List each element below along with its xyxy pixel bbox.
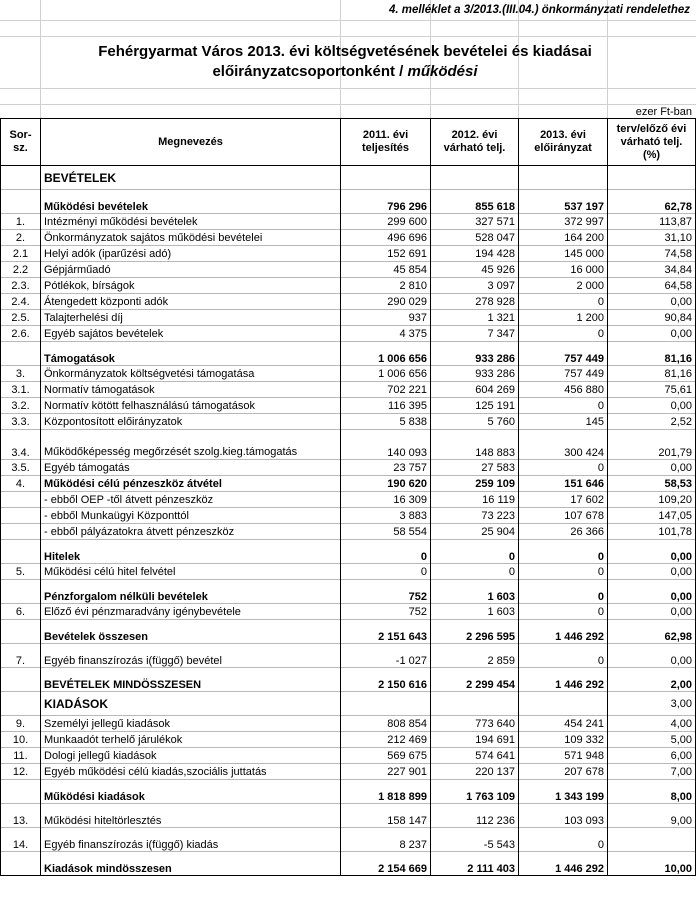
table-row	[1, 780, 696, 804]
value-pct: 31,10	[608, 230, 696, 246]
value-2012: 3 097	[431, 278, 519, 294]
row-number	[1, 852, 41, 876]
table-row	[1, 508, 696, 524]
header-2012-text: 2012. évi várható telj.	[443, 129, 506, 154]
table-row	[1, 732, 696, 748]
row-number: 3.3.	[1, 414, 41, 430]
value-2011: 4 375	[341, 326, 431, 342]
value-pct: 201,79	[608, 430, 696, 460]
value-2012: 45 926	[431, 262, 519, 278]
header-row	[1, 119, 696, 166]
value-pct: 64,58	[608, 278, 696, 294]
table-row	[1, 278, 696, 294]
row-number: 6.	[1, 604, 41, 620]
value-2012: 73 223	[431, 508, 519, 524]
row-label: Egyéb működési célú kiadás,szociális juttatás	[41, 764, 341, 780]
row-number: 2.6.	[1, 326, 41, 342]
value-pct: 3,00	[608, 692, 696, 716]
value-2011: 58 554	[341, 524, 431, 540]
table-row	[1, 580, 696, 604]
value-pct: 113,87	[608, 214, 696, 230]
value-2011: 140 093	[341, 430, 431, 460]
value-pct: 5,00	[608, 732, 696, 748]
value-2012: 528 047	[431, 230, 519, 246]
row-label: Intézményi működési bevételek	[41, 214, 341, 230]
value-pct: 0,00	[608, 564, 696, 580]
row-number	[1, 692, 41, 716]
value-pct: 0,00	[608, 460, 696, 476]
value-pct: 0,00	[608, 294, 696, 310]
value-2011: 23 757	[341, 460, 431, 476]
value-2012: 25 904	[431, 524, 519, 540]
value-2012: 0	[431, 540, 519, 564]
value-2013	[519, 166, 608, 190]
row-label: Munkaadót terhelő járulékok	[41, 732, 341, 748]
row-label: Egyéb finanszírozás i(függő) kiadás	[41, 828, 341, 852]
title-line-2-main: előirányzatcsoportonként /	[212, 63, 408, 80]
value-2012: 112 236	[431, 804, 519, 828]
row-label: Talajterhelési díj	[41, 310, 341, 326]
gridline	[0, 36, 696, 37]
value-2013: 26 366	[519, 524, 608, 540]
value-2012: 1 321	[431, 310, 519, 326]
table-row	[1, 644, 696, 668]
value-2011	[341, 166, 431, 190]
value-2011: 752	[341, 580, 431, 604]
value-2012: -5 543	[431, 828, 519, 852]
value-2013: 0	[519, 580, 608, 604]
value-pct: 62,98	[608, 620, 696, 644]
value-2011: 8 237	[341, 828, 431, 852]
value-pct	[608, 166, 696, 190]
row-label: - ebből Munkaügyi Központtól	[41, 508, 341, 524]
table-row	[1, 166, 696, 190]
value-2011: 1 006 656	[341, 366, 431, 382]
row-number: 10.	[1, 732, 41, 748]
page-title	[40, 42, 650, 82]
value-2012: 855 618	[431, 190, 519, 214]
value-2011: 190 620	[341, 476, 431, 492]
title-line-2-italic: működési	[407, 63, 478, 80]
table-row	[1, 414, 696, 430]
value-pct: 0,00	[608, 604, 696, 620]
row-label: - ebből pályázatokra átvett pénzeszköz	[41, 524, 341, 540]
value-2012: 2 299 454	[431, 668, 519, 692]
table-row	[1, 524, 696, 540]
value-2012: 2 859	[431, 644, 519, 668]
value-2013: 103 093	[519, 804, 608, 828]
value-pct: 8,00	[608, 780, 696, 804]
header-sorsz	[1, 119, 41, 166]
table-row	[1, 294, 696, 310]
row-number	[1, 190, 41, 214]
value-2012: 7 347	[431, 326, 519, 342]
row-label: Normatív kötött felhasználású támogatások	[41, 398, 341, 414]
row-label: Támogatások	[41, 342, 341, 366]
value-2011: 5 838	[341, 414, 431, 430]
header-2011-text: 2011. évi teljesítés	[361, 129, 410, 154]
decree-reference: 4. melléklet a 3/2013.(III.04.) önkormányzati rendelethez	[388, 4, 690, 16]
row-label: Dologi jellegű kiadások	[41, 748, 341, 764]
table-row	[1, 620, 696, 644]
row-label: Működési kiadások	[41, 780, 341, 804]
header-pct-text: terv/előző évi várható telj. (%)	[616, 122, 687, 161]
row-number	[1, 668, 41, 692]
value-2013: 300 424	[519, 430, 608, 460]
table-row	[1, 398, 696, 414]
value-2011: 0	[341, 540, 431, 564]
value-2012: 259 109	[431, 476, 519, 492]
row-label: Önkormányzatok sajátos működési bevételei	[41, 230, 341, 246]
value-pct: 9,00	[608, 804, 696, 828]
value-2013: 1 200	[519, 310, 608, 326]
table-row	[1, 214, 696, 230]
value-2011: 496 696	[341, 230, 431, 246]
value-2013: 372 997	[519, 214, 608, 230]
table-row	[1, 668, 696, 692]
value-2013: 454 241	[519, 716, 608, 732]
value-2012: 220 137	[431, 764, 519, 780]
row-number	[1, 580, 41, 604]
value-pct: 6,00	[608, 748, 696, 764]
value-2013: 0	[519, 398, 608, 414]
value-2011: 3 883	[341, 508, 431, 524]
row-number: 13.	[1, 804, 41, 828]
header-name: Megnevezés	[41, 119, 341, 166]
row-number: 3.2.	[1, 398, 41, 414]
value-2012: 1 603	[431, 580, 519, 604]
row-number: 7.	[1, 644, 41, 668]
table-row	[1, 326, 696, 342]
value-2012: 194 428	[431, 246, 519, 262]
value-2012: 148 883	[431, 430, 519, 460]
value-2012: 574 641	[431, 748, 519, 764]
value-pct: 2,00	[608, 668, 696, 692]
value-pct: 7,00	[608, 764, 696, 780]
row-label: Egyéb sajátos bevételek	[41, 326, 341, 342]
table-row	[1, 492, 696, 508]
gridline	[0, 104, 696, 105]
table-row	[1, 804, 696, 828]
value-2013	[519, 692, 608, 716]
value-2013: 0	[519, 540, 608, 564]
table-row	[1, 604, 696, 620]
row-label: Működési célú hitel felvétel	[41, 564, 341, 580]
value-2013: 1 343 199	[519, 780, 608, 804]
value-2013: 0	[519, 294, 608, 310]
value-2013: 571 948	[519, 748, 608, 764]
row-number	[1, 524, 41, 540]
table-row	[1, 460, 696, 476]
row-number	[1, 540, 41, 564]
value-pct: 10,00	[608, 852, 696, 876]
value-2013: 107 678	[519, 508, 608, 524]
value-pct: 101,78	[608, 524, 696, 540]
value-2013: 1 446 292	[519, 668, 608, 692]
row-number	[1, 620, 41, 644]
row-label: Működési célú pénzeszköz átvétel	[41, 476, 341, 492]
row-label: Pótlékok, bírságok	[41, 278, 341, 294]
row-number: 2.	[1, 230, 41, 246]
value-2013: 0	[519, 326, 608, 342]
row-number: 14.	[1, 828, 41, 852]
value-2011: -1 027	[341, 644, 431, 668]
header-sorsz-text: Sor-sz.	[9, 129, 32, 154]
row-label: Bevételek összesen	[41, 620, 341, 644]
table-body	[1, 166, 696, 876]
value-2012: 1 763 109	[431, 780, 519, 804]
value-2012: 933 286	[431, 366, 519, 382]
row-number: 3.	[1, 366, 41, 382]
value-2013: 145	[519, 414, 608, 430]
row-label: Működőképesség megőrzését szolg.kieg.támogatás	[41, 430, 341, 460]
row-number: 3.1.	[1, 382, 41, 398]
header-pct	[608, 119, 696, 166]
value-2011: 212 469	[341, 732, 431, 748]
value-2013: 0	[519, 564, 608, 580]
value-2012: 933 286	[431, 342, 519, 366]
gridline	[0, 20, 696, 21]
value-2013: 0	[519, 604, 608, 620]
value-2012: 0	[431, 564, 519, 580]
value-pct: 0,00	[608, 540, 696, 564]
row-label: Előző évi pénzmaradvány igénybevétele	[41, 604, 341, 620]
row-label: Központosított előirányzatok	[41, 414, 341, 430]
value-2012: 27 583	[431, 460, 519, 476]
value-2011: 152 691	[341, 246, 431, 262]
row-number: 3.4.	[1, 430, 41, 460]
row-number: 12.	[1, 764, 41, 780]
row-number: 11.	[1, 748, 41, 764]
value-2013: 1 446 292	[519, 620, 608, 644]
value-2013: 17 602	[519, 492, 608, 508]
row-label: Pénzforgalom nélküli bevételek	[41, 580, 341, 604]
value-pct: 62,78	[608, 190, 696, 214]
title-line-2	[40, 62, 650, 82]
table-row	[1, 230, 696, 246]
value-2012: 773 640	[431, 716, 519, 732]
value-2011: 2 810	[341, 278, 431, 294]
unit-label: ezer Ft-ban	[635, 106, 692, 118]
value-pct: 75,61	[608, 382, 696, 398]
row-label: Kiadások mindösszesen	[41, 852, 341, 876]
table-row	[1, 540, 696, 564]
row-number	[1, 508, 41, 524]
row-label: Egyéb támogatás	[41, 460, 341, 476]
row-number: 3.5.	[1, 460, 41, 476]
table-row	[1, 692, 696, 716]
row-label: Egyéb finanszírozás i(függő) bevétel	[41, 644, 341, 668]
value-2012: 125 191	[431, 398, 519, 414]
value-2013: 16 000	[519, 262, 608, 278]
value-pct: 74,58	[608, 246, 696, 262]
gridline	[0, 88, 696, 89]
table-row	[1, 476, 696, 492]
value-pct: 34,84	[608, 262, 696, 278]
title-line-1: Fehérgyarmat Város 2013. évi költségvetésének bevételei és kiadásai	[98, 43, 592, 60]
value-2013: 456 880	[519, 382, 608, 398]
value-2013: 109 332	[519, 732, 608, 748]
value-pct: 147,05	[608, 508, 696, 524]
row-label: Gépjárműadó	[41, 262, 341, 278]
value-pct: 81,16	[608, 366, 696, 382]
row-number: 5.	[1, 564, 41, 580]
value-2012: 604 269	[431, 382, 519, 398]
value-2012: 2 111 403	[431, 852, 519, 876]
value-2011: 808 854	[341, 716, 431, 732]
row-number: 2.4.	[1, 294, 41, 310]
value-pct: 58,53	[608, 476, 696, 492]
table-row	[1, 716, 696, 732]
value-2011: 227 901	[341, 764, 431, 780]
value-2012	[431, 166, 519, 190]
value-2013: 2 000	[519, 278, 608, 294]
value-2012: 1 603	[431, 604, 519, 620]
row-number: 2.3.	[1, 278, 41, 294]
value-2011: 752	[341, 604, 431, 620]
value-2011: 0	[341, 564, 431, 580]
row-number: 2.1	[1, 246, 41, 262]
value-pct: 2,52	[608, 414, 696, 430]
row-number: 2.5.	[1, 310, 41, 326]
row-label: BEVÉTELEK	[41, 166, 341, 190]
value-2011: 2 150 616	[341, 668, 431, 692]
row-label: - ebből OEP -től átvett pénzeszköz	[41, 492, 341, 508]
table-row	[1, 262, 696, 278]
row-label: Működési hiteltörlesztés	[41, 804, 341, 828]
row-number: 4.	[1, 476, 41, 492]
row-label: Személyi jellegű kiadások	[41, 716, 341, 732]
table-row	[1, 852, 696, 876]
table-row	[1, 764, 696, 780]
row-number	[1, 492, 41, 508]
table-row	[1, 382, 696, 398]
value-2011: 299 600	[341, 214, 431, 230]
value-2013: 0	[519, 460, 608, 476]
value-2011: 1 006 656	[341, 342, 431, 366]
value-2011	[341, 692, 431, 716]
row-label: Átengedett központi adók	[41, 294, 341, 310]
table-row	[1, 748, 696, 764]
value-2012: 5 760	[431, 414, 519, 430]
row-number: 2.2	[1, 262, 41, 278]
value-pct: 81,16	[608, 342, 696, 366]
table-row	[1, 430, 696, 460]
value-2011: 116 395	[341, 398, 431, 414]
value-2011: 16 309	[341, 492, 431, 508]
value-pct: 0,00	[608, 398, 696, 414]
row-number: 9.	[1, 716, 41, 732]
value-2013: 757 449	[519, 342, 608, 366]
row-label: Önkormányzatok költségvetési támogatása	[41, 366, 341, 382]
value-2013: 164 200	[519, 230, 608, 246]
value-pct: 4,00	[608, 716, 696, 732]
value-pct: 0,00	[608, 580, 696, 604]
value-2011: 2 151 643	[341, 620, 431, 644]
value-2012: 2 296 595	[431, 620, 519, 644]
table-row	[1, 310, 696, 326]
value-2013: 757 449	[519, 366, 608, 382]
value-2011: 290 029	[341, 294, 431, 310]
row-label: Működési bevételek	[41, 190, 341, 214]
row-label: KIADÁSOK	[41, 692, 341, 716]
table-row	[1, 564, 696, 580]
value-2013: 0	[519, 828, 608, 852]
value-2011: 796 296	[341, 190, 431, 214]
row-label: BEVÉTELEK MINDÖSSZESEN	[41, 668, 341, 692]
header-2013-text: 2013. évi előirányzat	[534, 129, 592, 154]
header-2013	[519, 119, 608, 166]
value-pct: 0,00	[608, 644, 696, 668]
value-2011: 1 818 899	[341, 780, 431, 804]
row-number	[1, 780, 41, 804]
value-pct: 90,84	[608, 310, 696, 326]
row-number: 1.	[1, 214, 41, 230]
value-2012	[431, 692, 519, 716]
row-label: Helyi adók (iparűzési adó)	[41, 246, 341, 262]
value-2013: 207 678	[519, 764, 608, 780]
value-2011: 569 675	[341, 748, 431, 764]
value-pct: 0,00	[608, 326, 696, 342]
value-2011: 937	[341, 310, 431, 326]
header-2012	[431, 119, 519, 166]
row-label: Normatív támogatások	[41, 382, 341, 398]
value-2012: 278 928	[431, 294, 519, 310]
header-2011	[341, 119, 431, 166]
value-2013: 1 446 292	[519, 852, 608, 876]
value-2012: 194 691	[431, 732, 519, 748]
value-2013: 0	[519, 644, 608, 668]
table-row	[1, 342, 696, 366]
value-2012: 327 571	[431, 214, 519, 230]
row-label: Hitelek	[41, 540, 341, 564]
row-number	[1, 166, 41, 190]
value-pct	[608, 828, 696, 852]
table-row	[1, 828, 696, 852]
table-row	[1, 190, 696, 214]
value-2011: 45 854	[341, 262, 431, 278]
row-number	[1, 342, 41, 366]
value-2013: 145 000	[519, 246, 608, 262]
value-2012: 16 119	[431, 492, 519, 508]
value-2013: 537 197	[519, 190, 608, 214]
value-2011: 702 221	[341, 382, 431, 398]
value-2011: 2 154 669	[341, 852, 431, 876]
table-row	[1, 246, 696, 262]
value-2013: 151 646	[519, 476, 608, 492]
table-row	[1, 366, 696, 382]
value-pct: 109,20	[608, 492, 696, 508]
budget-table	[0, 118, 696, 876]
value-2011: 158 147	[341, 804, 431, 828]
